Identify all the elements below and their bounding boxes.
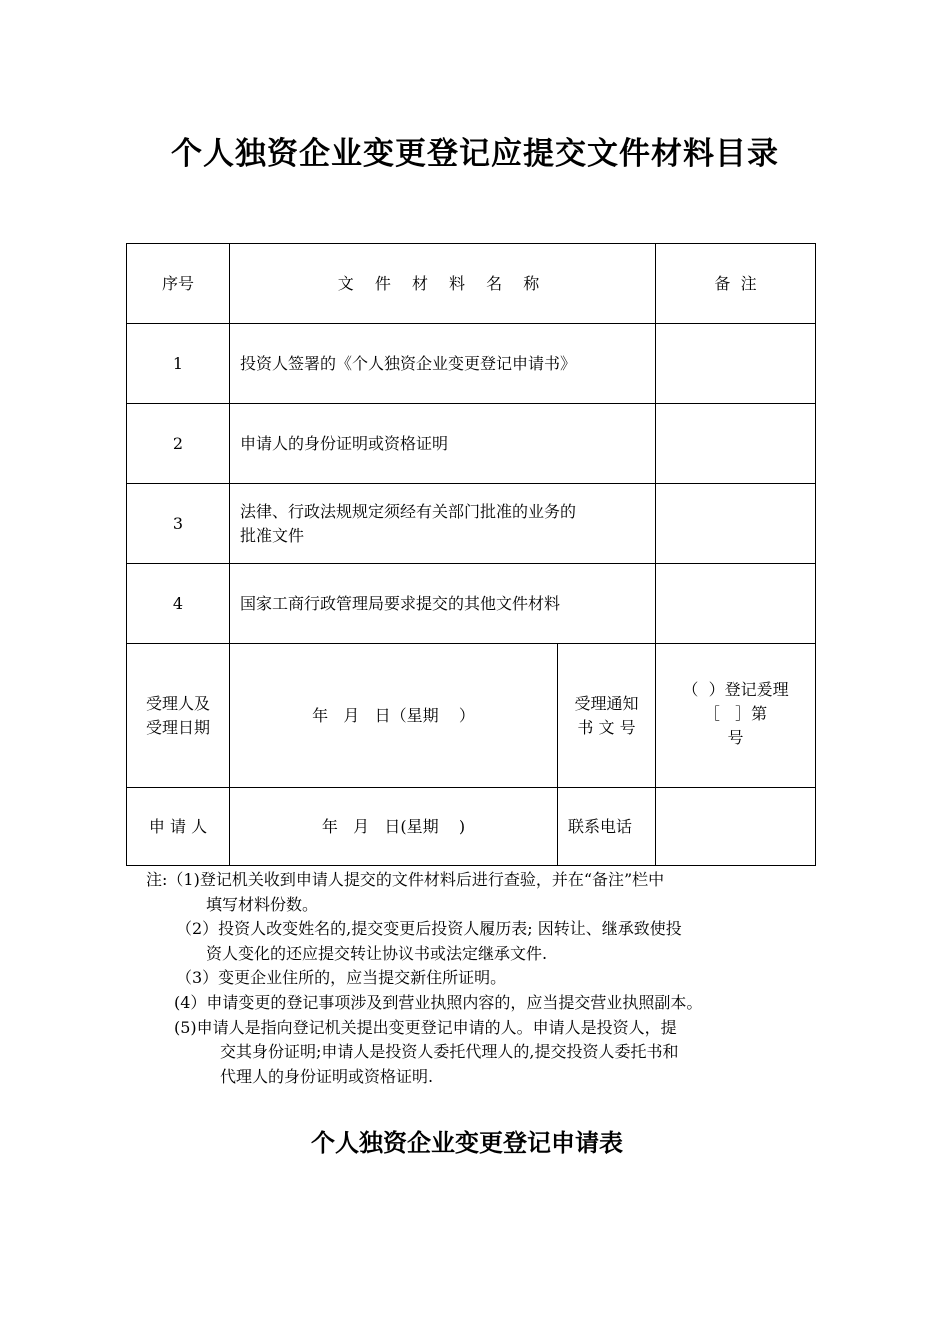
row-name-line: 法律、行政法规规定须经有关部门批准的业务的 xyxy=(240,501,577,521)
header-no: 序号 xyxy=(161,273,194,293)
note-line: (5)申请人是指向登记机关提出变更登记申请的人。申请人是投资人，提 xyxy=(174,1017,677,1037)
notes xyxy=(146,868,806,1089)
applicant-label: 申 请 人 xyxy=(148,816,208,836)
notice-label-line: 受理通知 xyxy=(574,693,639,713)
header-remark: 备 注 xyxy=(714,273,757,293)
row-no: 1 xyxy=(172,353,184,373)
row-name xyxy=(230,484,655,563)
registration-line: （ ）登记爰理 xyxy=(682,680,789,699)
registration-no xyxy=(656,644,815,787)
note-line: （2）投资人改变姓名的,提交变更后投资人履历表; 因转让、继承致使投 xyxy=(176,919,682,939)
page-title: 个人独资企业变更登记应提交文件材料目录 xyxy=(171,136,779,172)
note-line: 代理人的身份证明或资格证明. xyxy=(220,1066,434,1086)
phone-value[interactable] xyxy=(656,788,815,865)
note-line: 资人变化的还应提交转让协议书或法定继承文件. xyxy=(206,943,548,963)
note-line: 交其身份证明;申请人是投资人委托代理人的,提交投资人委托书和 xyxy=(220,1042,679,1062)
note-line: 注:（1)登记机关收到申请人提交的文件材料后进行查验，并在“备注”栏中 xyxy=(146,870,665,889)
notice-label-line: 书 文 号 xyxy=(577,717,636,737)
header-name: 文 件 材 料 名 称 xyxy=(337,273,548,293)
receiver-label xyxy=(127,644,229,787)
row-name-line: 批准文件 xyxy=(240,525,305,545)
note-line: (4）申请变更的登记事项涉及到营业执照内容的，应当提交营业执照副本。 xyxy=(174,992,703,1012)
table-border-right xyxy=(815,243,816,866)
note-line: （3）变更企业住所的，应当提交新住所证明。 xyxy=(176,968,507,988)
notice-no-label xyxy=(558,644,655,787)
row-no: 3 xyxy=(172,513,184,533)
receiver-label-line: 受理日期 xyxy=(145,717,210,737)
receiver-label-line: 受理人及 xyxy=(145,693,210,713)
receiver-date: 年 月 日（星期 ） xyxy=(312,705,475,725)
row-no: 4 xyxy=(172,593,184,613)
row-name: 申请人的身份证明或资格证明 xyxy=(240,433,449,453)
applicant-date: 年 月 日(星期 ) xyxy=(321,816,466,836)
row-name: 国家工商行政管理局要求提交的其他文件材料 xyxy=(240,593,561,613)
registration-line: ［ ］第 xyxy=(703,704,768,723)
phone-label: 联系电话 xyxy=(568,816,633,836)
note-line: 填写材料份数。 xyxy=(206,894,319,914)
section-title: 个人独资企业变更登记申请表 xyxy=(311,1129,623,1157)
row-name: 投资人签署的《个人独资企业变更登记申请书》 xyxy=(240,353,577,373)
registration-line: 号 xyxy=(727,728,744,747)
row-no: 2 xyxy=(172,433,184,453)
